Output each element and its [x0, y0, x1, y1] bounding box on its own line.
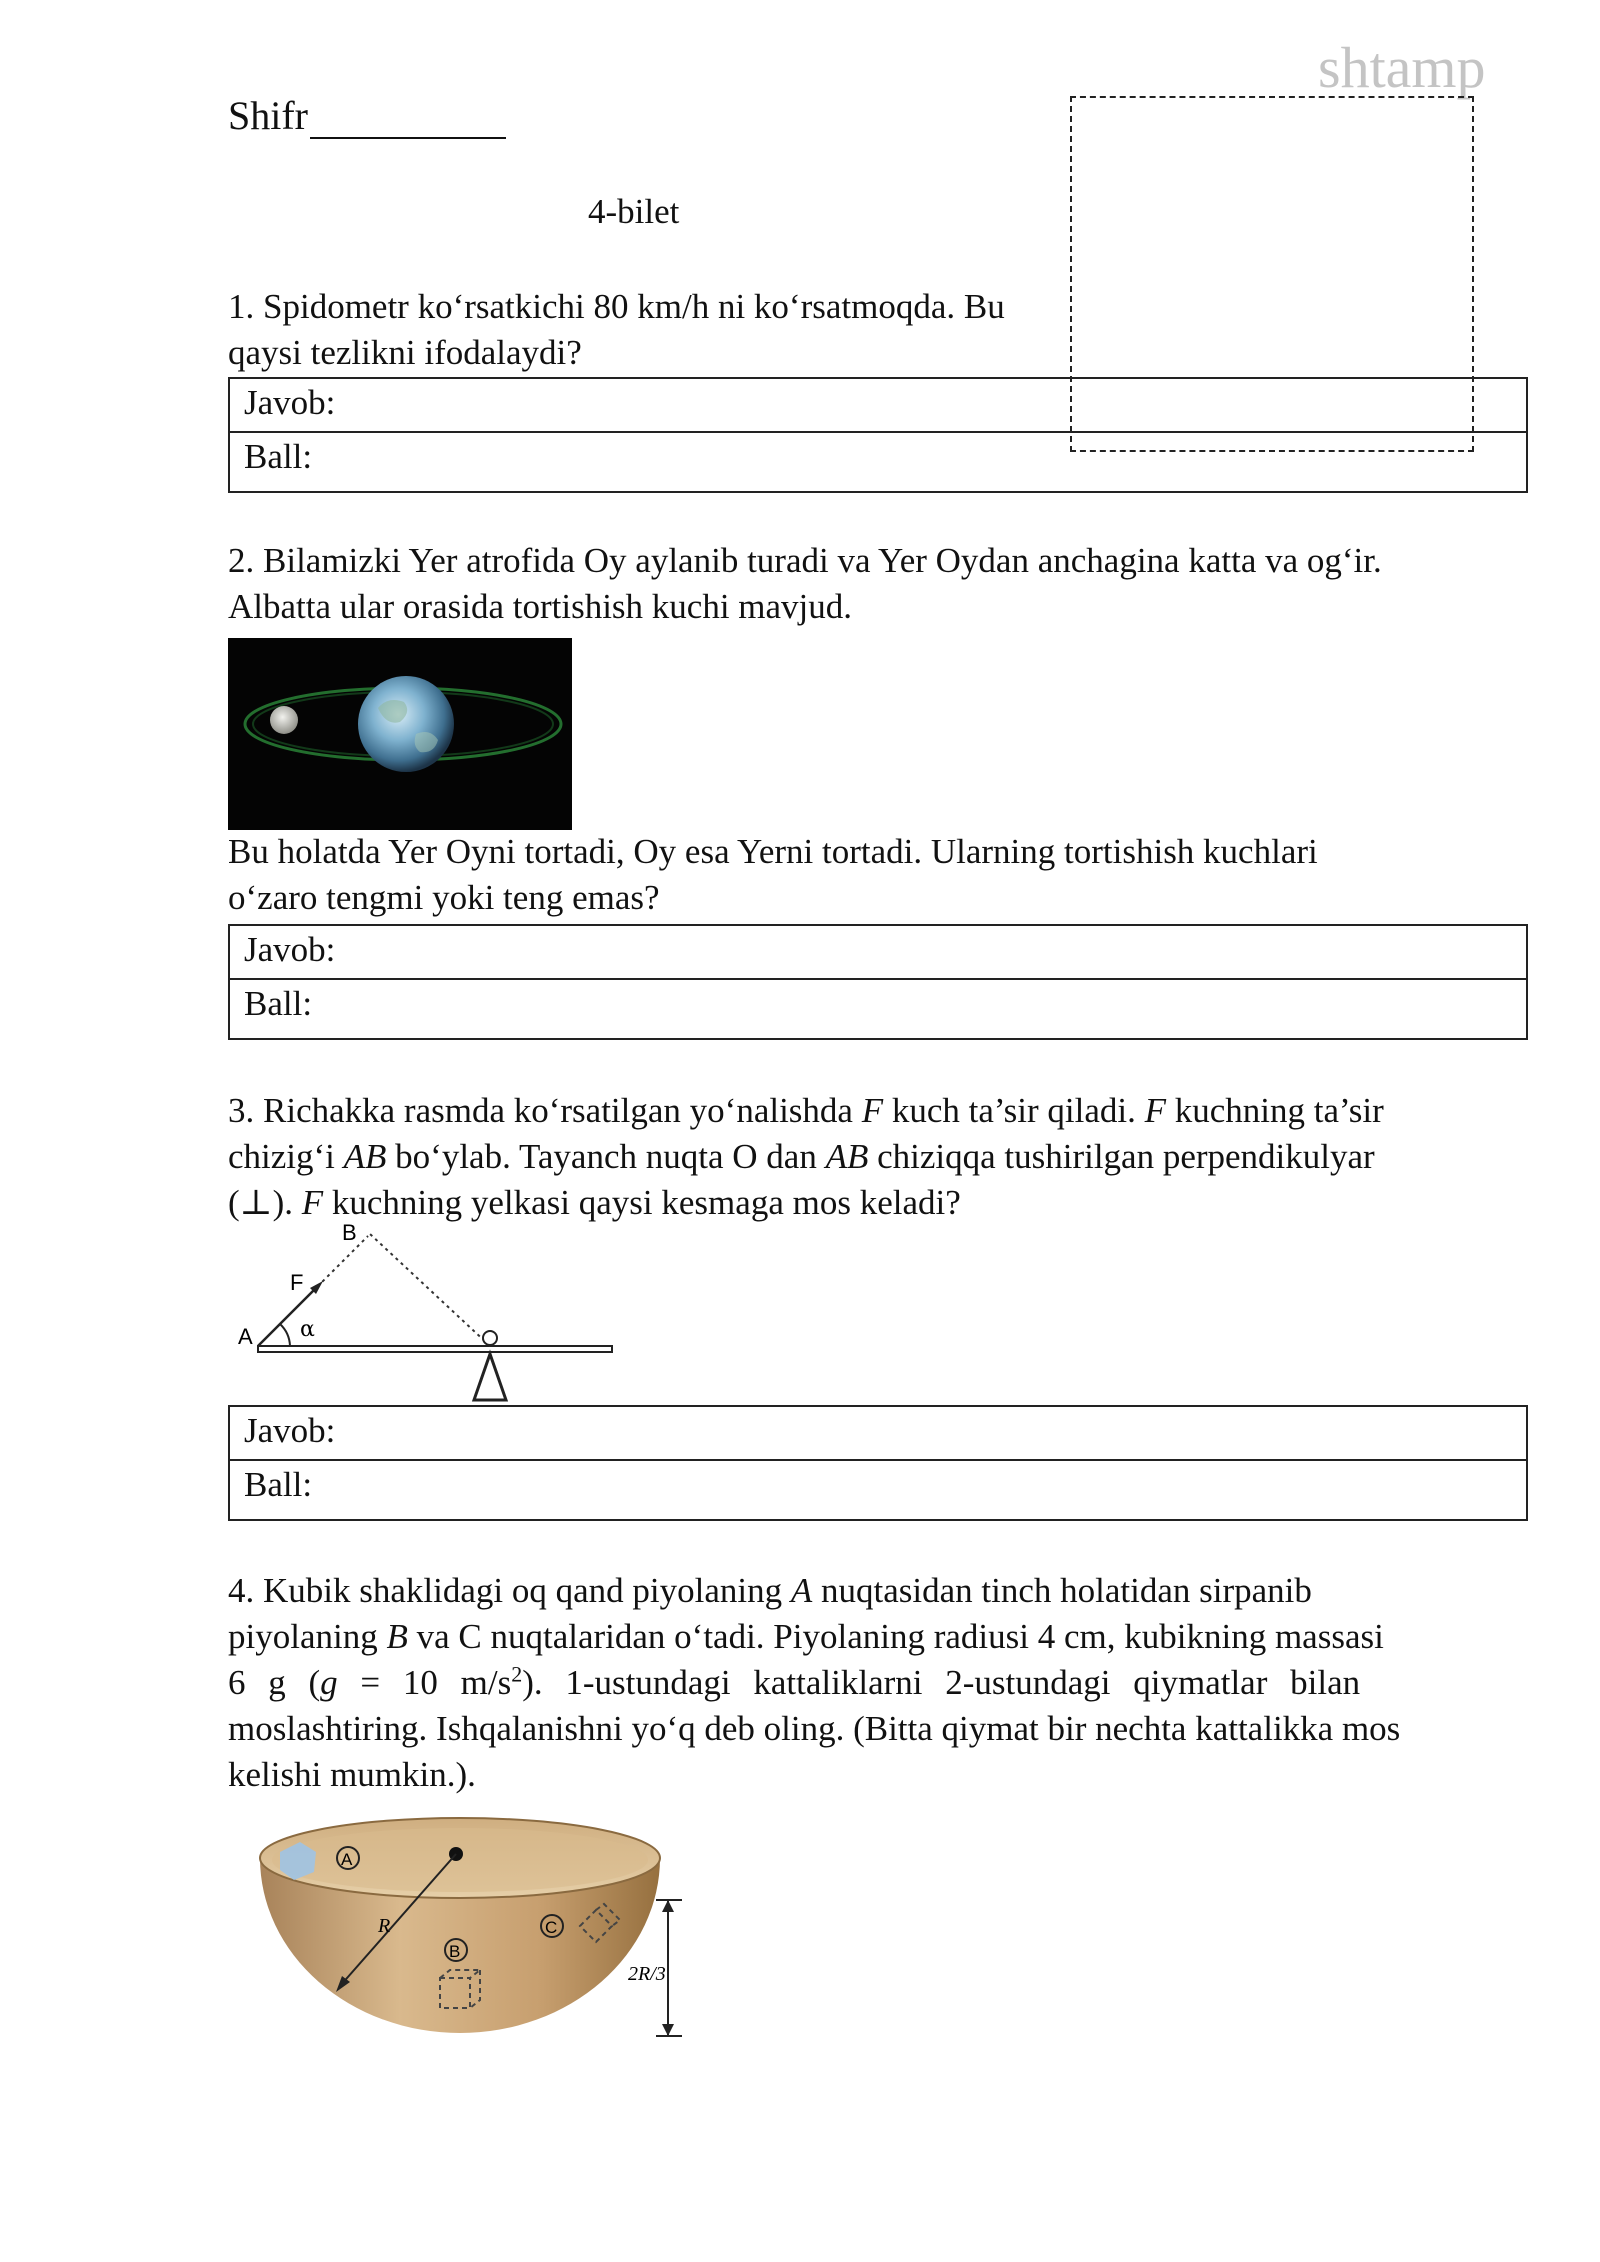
earth-moon-image	[228, 638, 572, 830]
label-b: B	[342, 1220, 357, 1245]
question-2-text	[228, 538, 1486, 630]
label-point-c: C	[545, 1918, 558, 1937]
question-2-answer-table	[228, 924, 1528, 1040]
question-3-text	[228, 1088, 1486, 1226]
cipher-blank-line	[310, 99, 506, 139]
stamp-watermark: shtamp	[1318, 35, 1486, 100]
label-point-b: B	[449, 1942, 461, 1961]
question-2-follow-up	[228, 829, 1486, 921]
cipher-label	[228, 92, 506, 139]
question-2-follow-line-1: Bu holatda Yer Oyni tortadi, Oy esa Yerni tortadi. Ularning tortishish kuchlari	[228, 832, 1318, 871]
question-1-line-2: qaysi tezlikni ifodalaydi?	[228, 333, 582, 372]
angle-arc	[280, 1324, 290, 1346]
question-4-line-1: 4. Kubik shaklidagi oq qand piyolaning A nuqtasidan tinch holatidan sirpanib	[228, 1571, 1312, 1610]
label-radius: R	[378, 1915, 391, 1937]
pivot-point-o	[483, 1331, 497, 1345]
earth-globe	[358, 676, 454, 772]
question-1-score-field[interactable]: Ball:	[230, 431, 1526, 491]
label-height: 2R/3	[628, 1963, 666, 1985]
question-3-line-1: 3. Richakka rasmda ko‘rsatilgan yo‘nalishda F kuch ta’sir qiladi. F kuchning ta’sir	[228, 1091, 1384, 1130]
question-3-answer-field[interactable]: Javob:	[244, 1411, 336, 1450]
question-4-line-3: 6 g (g = 10 $m/s^2$). 1-ustundagi kattaliklarni 2-ustundagi qiymatlar bilan	[228, 1661, 1361, 1702]
question-3-answer-table	[228, 1405, 1528, 1521]
lever-bar	[258, 1346, 612, 1352]
question-4-line-4: moslashtiring. Ishqalanishni yo‘q deb oling. (Bitta qiymat bir nechta kattalikka mos	[228, 1709, 1401, 1748]
perpendicular-line	[370, 1234, 490, 1346]
question-4-line-5: kelishi mumkin.).	[228, 1755, 476, 1794]
ticket-title: 4-bilet	[588, 192, 680, 231]
question-2-score-field[interactable]: Ball:	[230, 978, 1526, 1038]
question-1-line-1: 1. Spidometr ko‘rsatkichi 80 km/h ni ko‘rsatmoqda. Bu	[228, 287, 1005, 326]
question-1-answer-field[interactable]: Javob:	[244, 383, 336, 422]
stamp-box	[1070, 96, 1474, 452]
fulcrum-triangle	[474, 1354, 506, 1400]
question-3-line-3: (⊥). F kuchning yelkasi qaysi kesmaga mos keladi?	[228, 1183, 961, 1222]
label-a: A	[238, 1324, 253, 1349]
lever-diagram	[228, 1210, 628, 1410]
question-4-text	[228, 1568, 1486, 1798]
question-2-answer-field[interactable]: Javob:	[244, 930, 336, 969]
question-3-score-field[interactable]: Ball:	[230, 1459, 1526, 1519]
label-point-a: A	[341, 1850, 353, 1869]
question-2-line-2: Albatta ular orasida tortishish kuchi mavjud.	[228, 587, 853, 626]
question-2-line-1: 2. Bilamizki Yer atrofida Oy aylanib turadi va Yer Oydan anchagina katta va og‘ir.	[228, 541, 1382, 580]
earth-moon-illustration	[228, 638, 572, 830]
question-3-line-2: chizig‘i AB bo‘ylab. Tayanch nuqta O dan AB chiziqqa tushirilgan perpendikulyar	[228, 1137, 1375, 1176]
label-f: F	[290, 1270, 304, 1295]
cipher-label-text: Shifr	[228, 93, 308, 138]
question-4-line-2: piyolaning B va C nuqtalaridan o‘tadi. Piyolaning radiusi 4 cm, kubikning massasi	[228, 1617, 1384, 1656]
moon-globe	[270, 706, 298, 734]
bowl-diagram	[250, 1808, 710, 2048]
question-2-follow-line-2: o‘zaro tengmi yoki teng emas?	[228, 878, 660, 917]
label-alpha: α	[300, 1317, 315, 1342]
